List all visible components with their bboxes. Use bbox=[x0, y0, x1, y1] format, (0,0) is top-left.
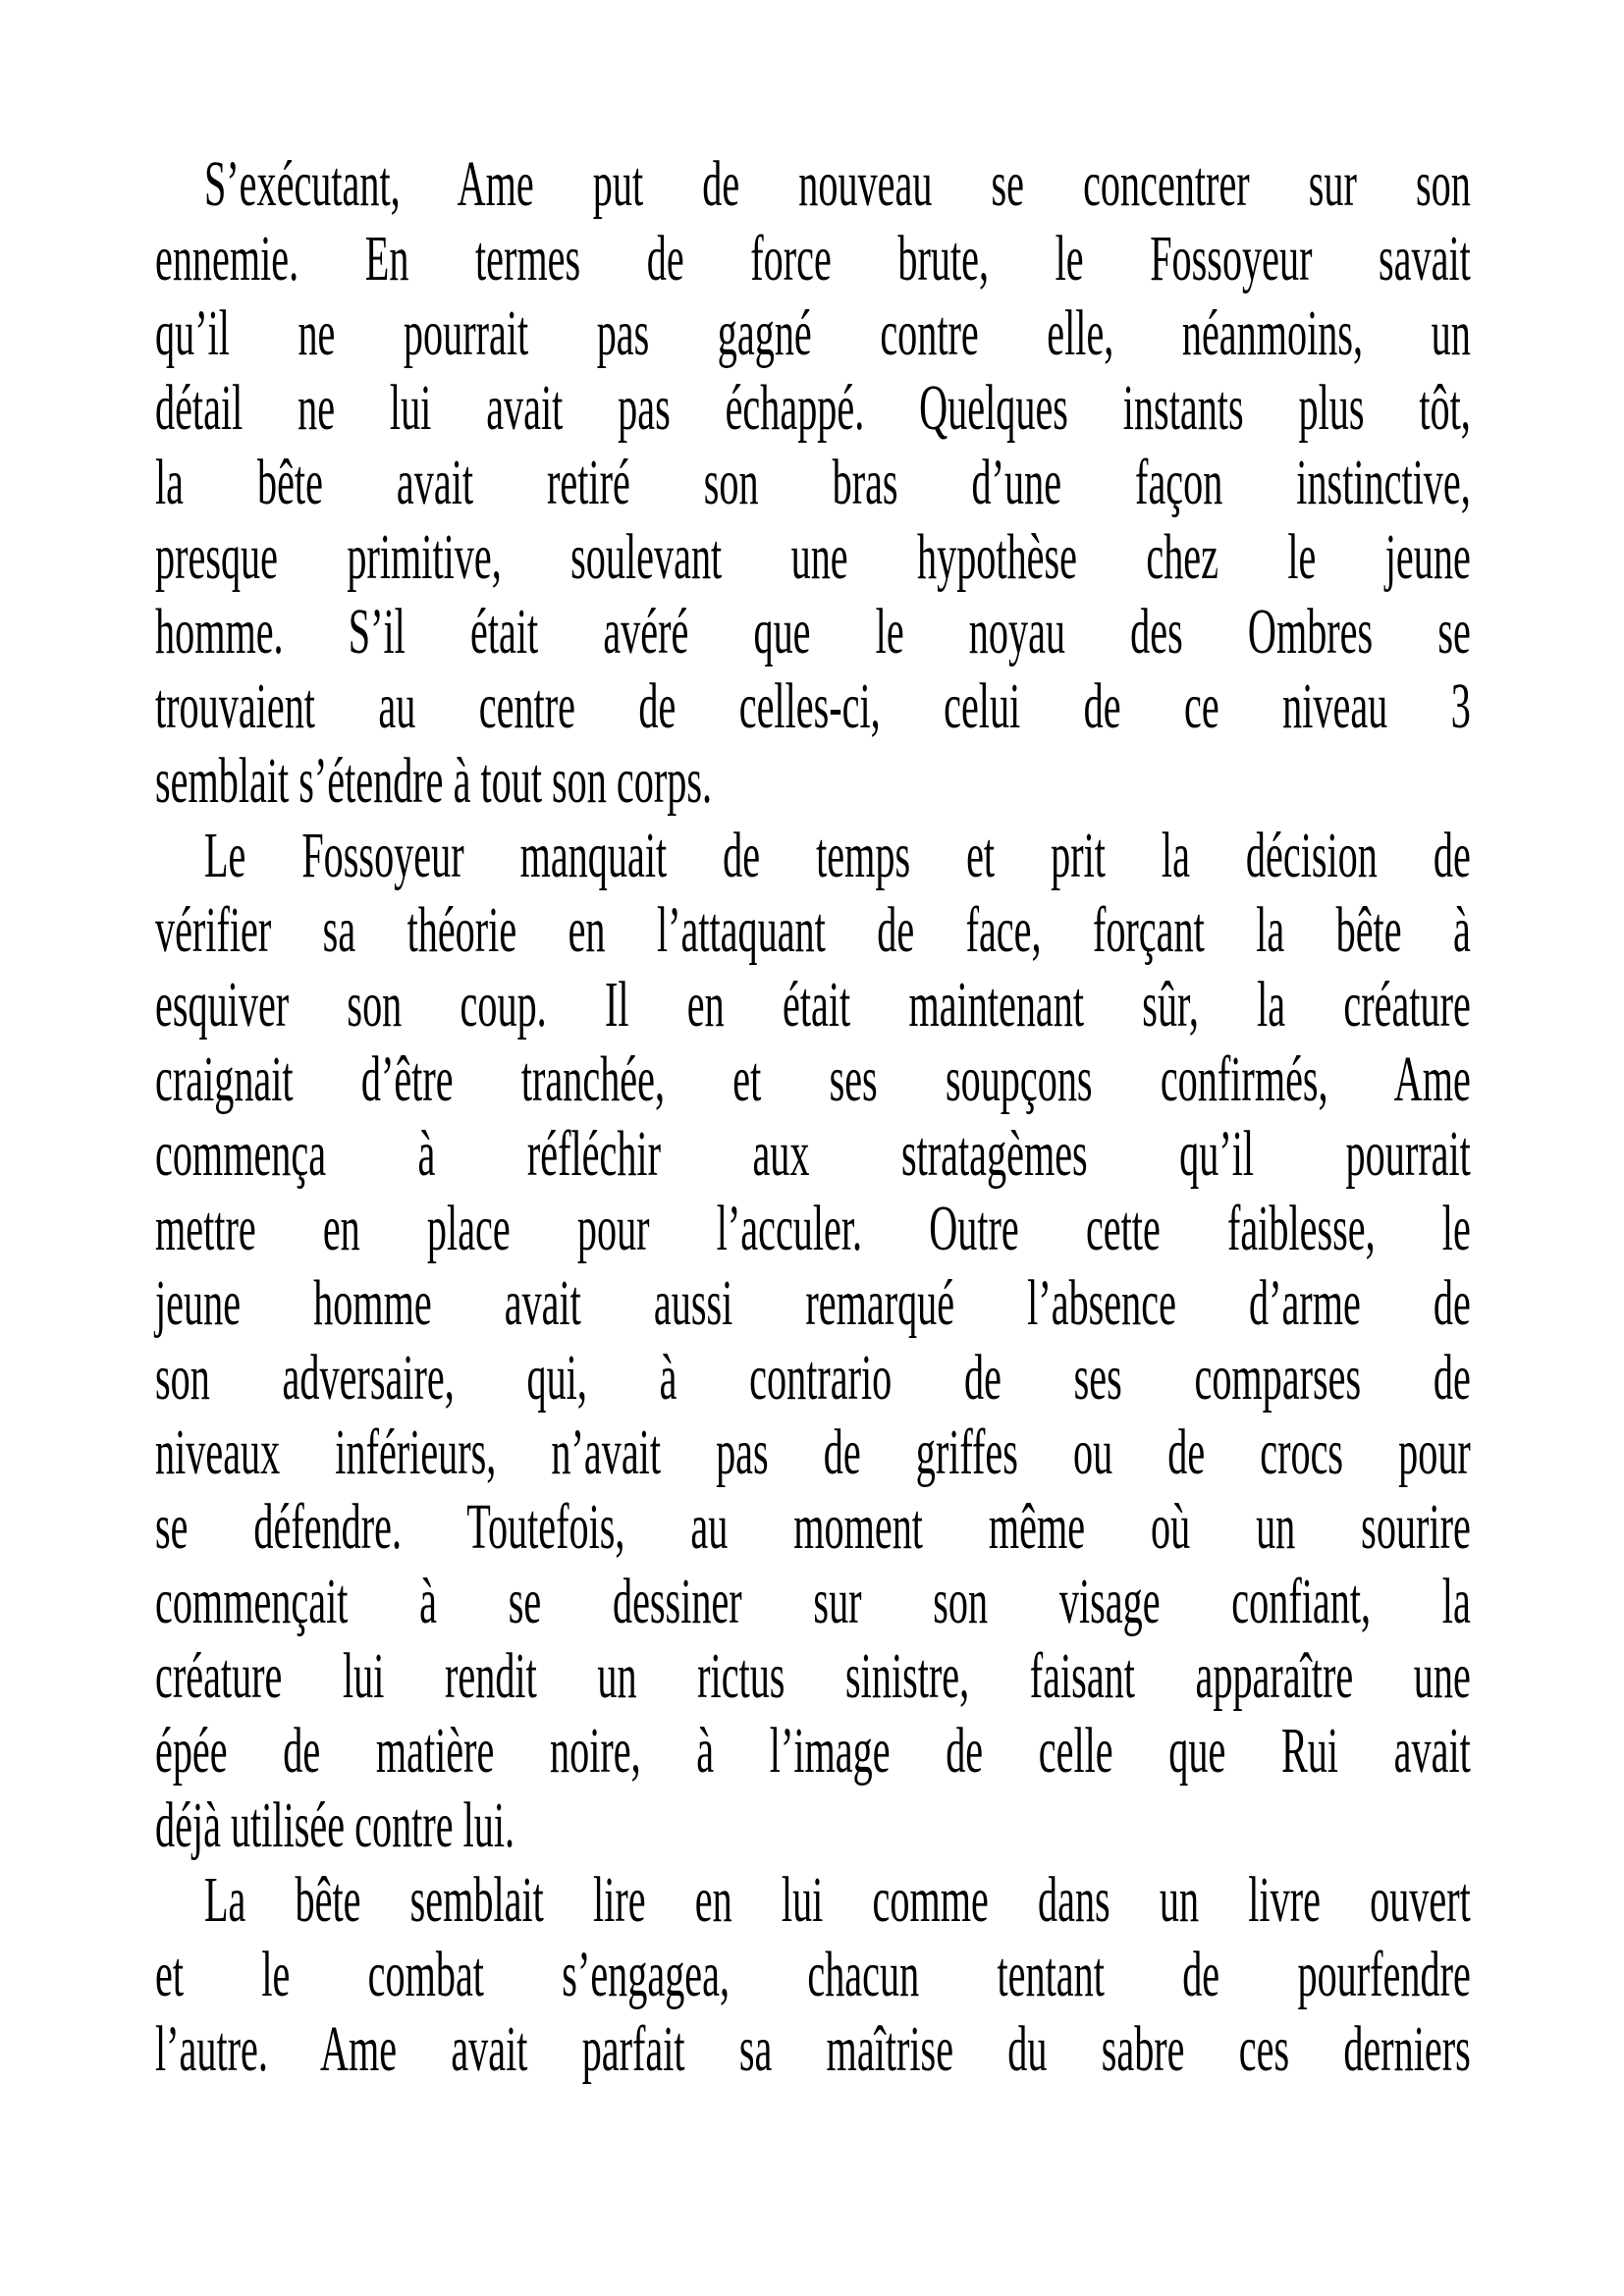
text-line: jeune homme avait aussi remarqué l’absence d’arme de bbox=[155, 1267, 1471, 1339]
text-line: trouvaient au centre de celles-ci, celui de ce niveau 3 bbox=[155, 670, 1471, 742]
text-line: niveaux inférieurs, n’avait pas de griffes ou de crocs pour bbox=[155, 1416, 1471, 1488]
text-line: épée de matière noire, à l’image de celle que Rui avait bbox=[155, 1715, 1471, 1787]
text-line: déjà utilisée contre lui. bbox=[155, 1789, 515, 1861]
text-line: ennemie. En termes de force brute, le Fossoyeur savait bbox=[155, 223, 1471, 294]
text-line: mettre en place pour l’acculer. Outre cette faiblesse, le bbox=[155, 1193, 1471, 1264]
text-line: se défendre. Toutefois, au moment même où un sourire bbox=[155, 1491, 1471, 1563]
page-text-block bbox=[155, 147, 1471, 2087]
text-line: craignait d’être tranchée, et ses soupçons confirmés, Ame bbox=[155, 1043, 1471, 1115]
text-line: La bête semblait lire en lui comme dans un livre ouvert bbox=[203, 1864, 1471, 1936]
text-line: qu’il ne pourrait pas gagné contre elle, néanmoins, un bbox=[155, 297, 1471, 369]
text-line: Le Fossoyeur manquait de temps et prit la décision de bbox=[203, 820, 1471, 891]
text-line: commençait à se dessiner sur son visage confiant, la bbox=[155, 1566, 1471, 1637]
text-line: vérifier sa théorie en l’attaquant de face, forçant la bête à bbox=[155, 894, 1471, 966]
text-line: homme. S’il était avéré que le noyau des Ombres se bbox=[155, 596, 1471, 667]
text-line: semblait s’étendre à tout son corps. bbox=[155, 745, 713, 817]
text-line: commença à réfléchir aux stratagèmes qu’il pourrait bbox=[155, 1118, 1471, 1190]
text-line: presque primitive, soulevant une hypothèse chez le jeune bbox=[155, 521, 1471, 593]
text-line: l’autre. Ame avait parfait sa maîtrise du sabre ces derniers bbox=[155, 2013, 1471, 2085]
text-line: créature lui rendit un rictus sinistre, faisant apparaître une bbox=[155, 1640, 1471, 1712]
text-line: détail ne lui avait pas échappé. Quelques instants plus tôt, bbox=[155, 372, 1471, 444]
text-line: son adversaire, qui, à contrario de ses comparses de bbox=[155, 1342, 1471, 1414]
text-line: S’exécutant, Ame put de nouveau se concentrer sur son bbox=[203, 148, 1471, 220]
text-line: la bête avait retiré son bras d’une façon instinctive, bbox=[155, 447, 1471, 518]
text-line: et le combat s’engagea, chacun tentant de pourfendre bbox=[155, 1939, 1471, 2010]
text-line: esquiver son coup. Il en était maintenant sûr, la créature bbox=[155, 969, 1471, 1041]
